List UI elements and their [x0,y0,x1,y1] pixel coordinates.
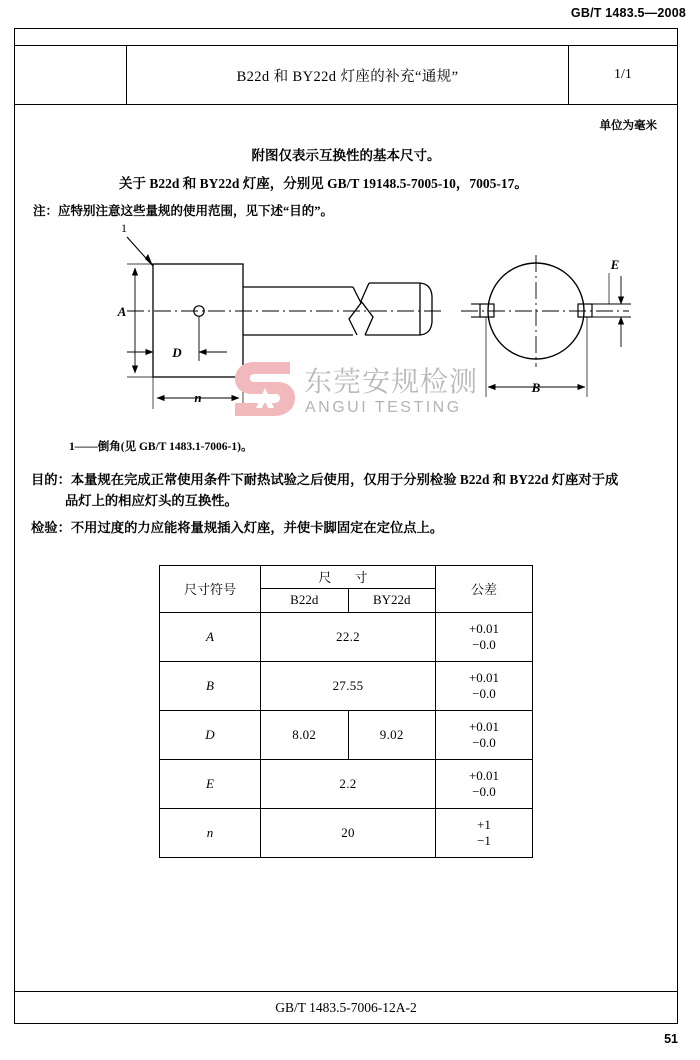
tolerance-plus: +0.01 [468,718,500,734]
th-b22d: B22d [261,588,349,612]
header-sheet-number: 1/1 [614,67,632,82]
dimension-table [159,565,533,858]
dim-label-a: A [117,304,127,319]
tolerance-minus: −0.0 [472,783,496,799]
dimension-table-head [160,565,533,612]
cell-value-shared: 27.55 [261,661,436,710]
cell-tolerance [436,759,533,808]
cell-symbol: A [160,612,261,661]
table-header-row-1 [160,565,533,588]
cell-symbol: E [160,759,261,808]
table-row [160,612,533,661]
dimension-table-body [160,612,533,857]
inspection-text: 不用过度的力应能将量规插入灯座，并使卡脚固定在定位点上。 [70,520,444,536]
tolerance-plus: +0.01 [468,767,500,783]
technical-drawing [31,221,661,436]
gauge-drawing-svg [31,221,663,436]
purpose-label: 目的： [31,472,71,487]
inspection-paragraph [31,518,661,539]
dimension-table-wrap [31,565,661,858]
tolerance-plus: +1 [477,816,491,832]
table-row [160,661,533,710]
tolerance-minus: −0.0 [472,734,496,750]
cell-value-by22d: 9.02 [348,710,436,759]
tolerance-plus: +0.01 [468,620,500,636]
th-dimension: 尺 寸 [261,565,436,588]
footer-code: GB/T 1483.5-7006-12A-2 [275,999,417,1015]
cell-symbol: B [160,661,261,710]
tolerance-minus: −1 [477,832,491,848]
purpose-line-1: 本量规在完成正常使用条件下耐热试验之后使用，仅用于分别检验 B22d 和 BY22d 灯座对于成 [70,472,619,487]
legend-chamfer-note: 1——倒角(见 GB/T 1483.1-7006-1)。 [69,441,253,453]
dim-label-b: B [531,380,541,395]
table-row [160,759,533,808]
tolerance-minus: −0.0 [472,685,496,701]
note-line: 注：应特别注意这些量规的使用范围，见下述“目的”。 [33,204,334,218]
tolerance-plus: +0.01 [468,669,500,685]
intro-line-2: 关于 B22d 和 BY22d 灯座，分别见 GB/T 19148.5-7005-10，7005-17。 [119,176,528,191]
page-number: 51 [664,1032,678,1046]
th-symbol: 尺寸符号 [160,565,261,612]
cell-tolerance [436,661,533,710]
header-title: B22d 和 BY22d 灯座的补充“通规” [127,46,569,104]
purpose-paragraph [31,470,661,511]
th-tolerance: 公差 [436,565,533,612]
cell-value-b22d: 8.02 [261,710,349,759]
tolerance-minus: −0.0 [472,636,496,652]
cell-value-shared: 20 [261,808,436,857]
footer-band [15,991,677,1023]
dim-label-e: E [610,257,620,272]
cell-tolerance [436,710,533,759]
header-blank-cell [15,46,127,104]
table-row [160,808,533,857]
header-band [15,45,677,105]
cell-symbol: D [160,710,261,759]
callout-number-1: 1 [121,221,127,235]
dim-label-d: D [172,345,182,360]
dim-label-n: n [194,390,202,405]
cell-value-shared: 2.2 [261,759,436,808]
purpose-line-2: 品灯上的相应灯头的互换性。 [65,492,238,508]
watermark-text-en: ANGUI TESTING [305,399,462,416]
inspection-label: 检验： [31,520,71,536]
standard-number: GB/T 1483.5—2008 [570,6,686,20]
cell-tolerance [436,612,533,661]
intro-line-1: 附图仅表示互换性的基本尺寸。 [251,148,441,163]
th-by22d: BY22d [348,588,436,612]
cell-symbol: n [160,808,261,857]
cell-value-shared: 22.2 [261,612,436,661]
page-content [15,105,677,858]
table-row [160,710,533,759]
page-frame [14,28,678,1024]
watermark-text-cn: 东莞安规检测 [304,366,479,397]
cell-tolerance [436,808,533,857]
unit-note: 单位为毫米 [599,120,657,132]
